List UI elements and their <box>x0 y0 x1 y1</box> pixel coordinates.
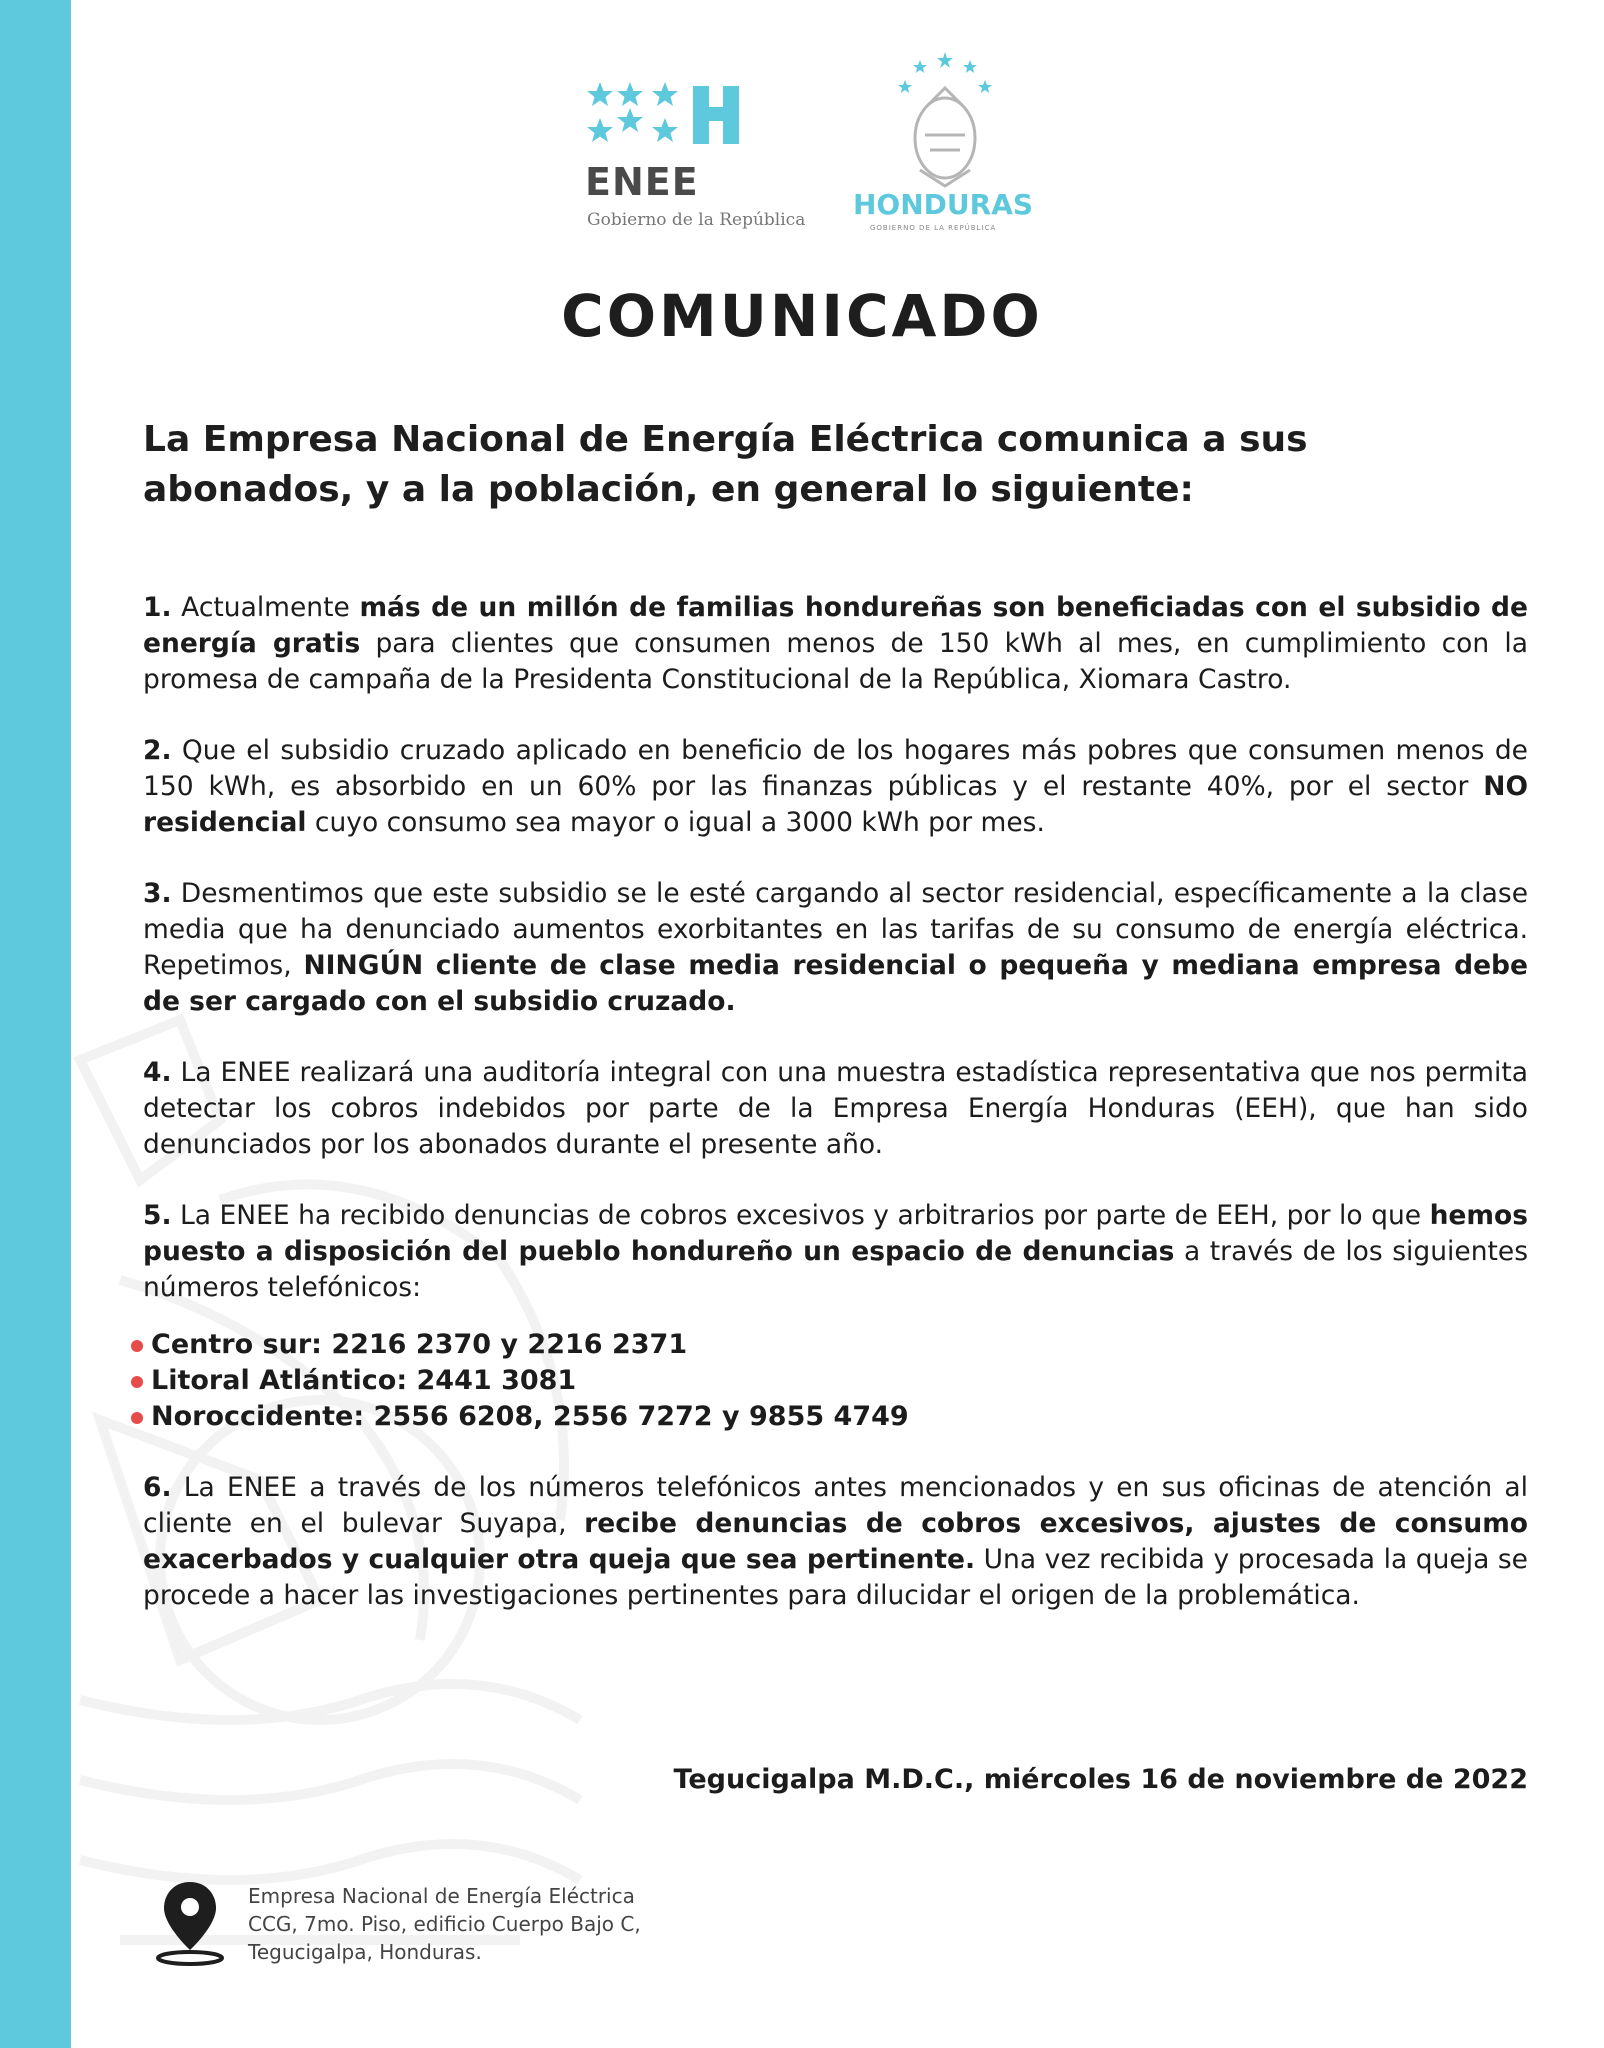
point-3 <box>143 876 1528 1020</box>
statement-body <box>143 590 1528 1649</box>
bullet-dot <box>131 1376 143 1388</box>
point-text: La ENEE ha recibido denuncias de cobros excesivos y arbitrarios por parte de EEH, por lo que <box>171 1200 1430 1231</box>
point-text: Desmentimos que este subsidio se le esté cargando al sector residencial, específicamente a la clase media que ha denunciado aumentos exorbitantes en las tarifas de su consumo de energía eléctrica. Repetimos, <box>143 878 1528 981</box>
phone-list-item <box>131 1399 1528 1435</box>
point-bold-text: NO residencial <box>143 771 1528 838</box>
point-text: cuyo consumo sea mayor o igual a 3000 kWh por mes. <box>306 807 1045 838</box>
date-line: Tegucigalpa M.D.C., miércoles 16 de noviembre de 2022 <box>673 1764 1528 1795</box>
point-5 <box>143 1198 1528 1306</box>
point-4 <box>143 1055 1528 1163</box>
point-6 <box>143 1470 1528 1614</box>
point-number: 4. <box>143 1057 172 1088</box>
point-text: La ENEE a través de los números telefónicos antes mencionados y en sus oficinas de atención al cliente en el bulevar Suyapa, <box>143 1472 1528 1539</box>
point-text: La ENEE realizará una auditoría integral con una muestra estadística representativa que nos permita detectar los cobros indebidos por parte de la Empresa Energía Honduras (EEH), que han sido denunciados por los abonados durante el presente año. <box>143 1057 1528 1160</box>
footer-address <box>248 1882 641 1966</box>
page-title: COMUNICADO <box>561 282 1043 350</box>
phone-text: Centro sur: 2216 2370 y 2216 2371 <box>151 1329 688 1360</box>
point-number: 5. <box>143 1200 172 1231</box>
point-1 <box>143 590 1528 698</box>
point-text: a través de los siguientes números telefónicos: <box>143 1236 1529 1303</box>
honduras-logo-subtitle: GOBIERNO DE LA REPÚBLICA <box>870 224 997 232</box>
phone-list <box>131 1327 1528 1435</box>
point-number: 3. <box>143 878 172 909</box>
point-text: Actualmente <box>171 592 360 623</box>
address-line: CCG, 7mo. Piso, edificio Cuerpo Bajo C, <box>248 1912 641 1936</box>
point-2 <box>143 733 1528 841</box>
enee-logo-text: ENEE <box>585 160 699 204</box>
point-text: Que el subsidio cruzado aplicado en beneficio de los hogares más pobres que consumen menos de 150 kWh, es absorbido en un 60% por las finanzas públicas y el restante 40%, por el sector <box>143 735 1528 802</box>
point-number: 6. <box>143 1472 172 1503</box>
phone-list-item <box>131 1363 1528 1399</box>
phone-text: Litoral Atlántico: 2441 3081 <box>151 1365 577 1396</box>
address-line: Empresa Nacional de Energía Eléctrica <box>248 1884 635 1908</box>
location-pin-icon <box>150 1878 230 1968</box>
star-icon <box>587 82 739 144</box>
address-line: Tegucigalpa, Honduras. <box>248 1940 482 1964</box>
bullet-dot <box>131 1340 143 1352</box>
honduras-logo-text: HONDURAS <box>853 188 1034 221</box>
phone-list-item <box>131 1327 1528 1363</box>
point-number: 2. <box>143 735 172 766</box>
phone-text: Noroccidente: 2556 6208, 2556 7272 y 9855 4749 <box>151 1401 909 1432</box>
point-number: 1. <box>143 592 172 623</box>
point-text: para clientes que consumen menos de 150 kWh al mes, en cumplimiento con la promesa de campaña de la Presidenta Constitucional de la República, Xiomara Castro. <box>143 628 1528 695</box>
point-text: Una vez recibida y procesada la queja se procede a hacer las investigaciones pertinentes para dilucidar el origen de la problemática. <box>143 1544 1528 1611</box>
bullet-dot <box>131 1412 143 1424</box>
point-bold-text: hemos puesto a disposición del pueblo hondureño un espacio de denuncias <box>143 1200 1528 1267</box>
point-bold-text: más de un millón de familias hondureñas son beneficiadas con el subsidio de energía gratis <box>143 592 1528 659</box>
enee-logo-subtitle: Gobierno de la República <box>587 210 806 230</box>
intro-heading: La Empresa Nacional de Energía Eléctrica comunica a sus abonados, y a la población, en general lo siguiente: <box>143 419 1308 510</box>
point-bold-text: recibe denuncias de cobros excesivos, ajustes de consumo exacerbados y cualquier otra queja que sea pertinente. <box>143 1508 1529 1575</box>
point-bold-text: NINGÚN cliente de clase media residencial o pequeña y mediana empresa debe de ser cargado con el subsidio cruzado. <box>143 950 1529 1017</box>
